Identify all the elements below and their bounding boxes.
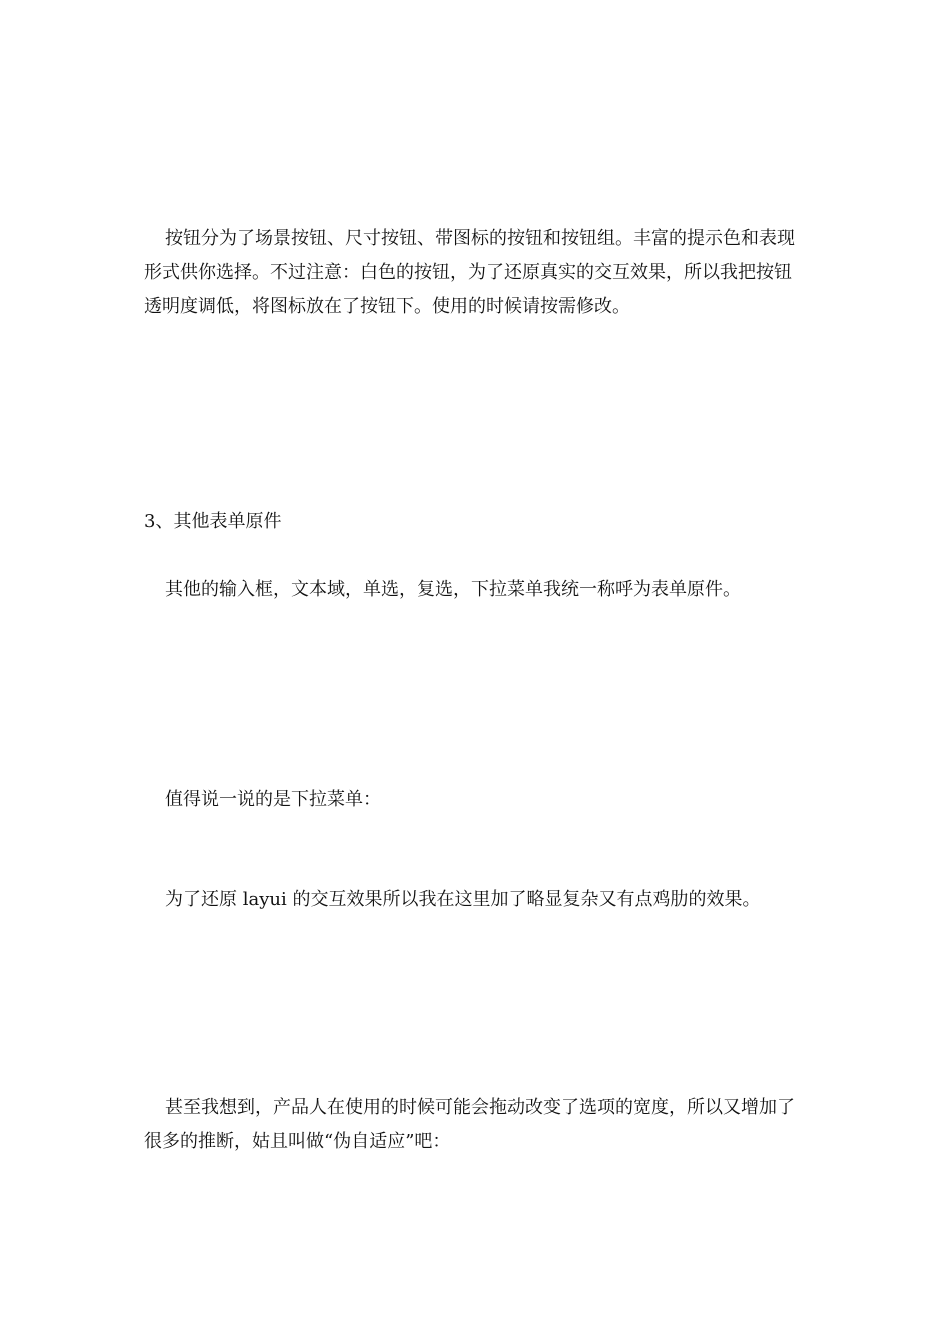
paragraph-pseudo-adaptive: 甚至我想到，产品人在使用的时候可能会拖动改变了选项的宽度，所以又增加了很多的推断，姑且叫做“伪自适应”吧： [144, 1097, 795, 1152]
paragraph-dropdown-note: 值得说一说的是下拉菜单： [165, 789, 381, 810]
paragraph-layui-effect: 为了还原 layui 的交互效果所以我在这里加了略显复杂又有点鸡肋的效果。 [165, 889, 761, 910]
paragraph-buttons-intro: 按钮分为了场景按钮、尺寸按钮、带图标的按钮和按钮组。丰富的提示色和表现形式供你选择。不过注意：白色的按钮，为了还原真实的交互效果，所以我把按钮透明度调低，将图标放在了按钮下。使用的时候请按需修改。 [144, 228, 795, 317]
section-heading: 3、其他表单原件 [144, 511, 282, 532]
paragraph-form-elements: 其他的输入框，文本域，单选，复选，下拉菜单我统一称呼为表单原件。 [165, 579, 741, 600]
